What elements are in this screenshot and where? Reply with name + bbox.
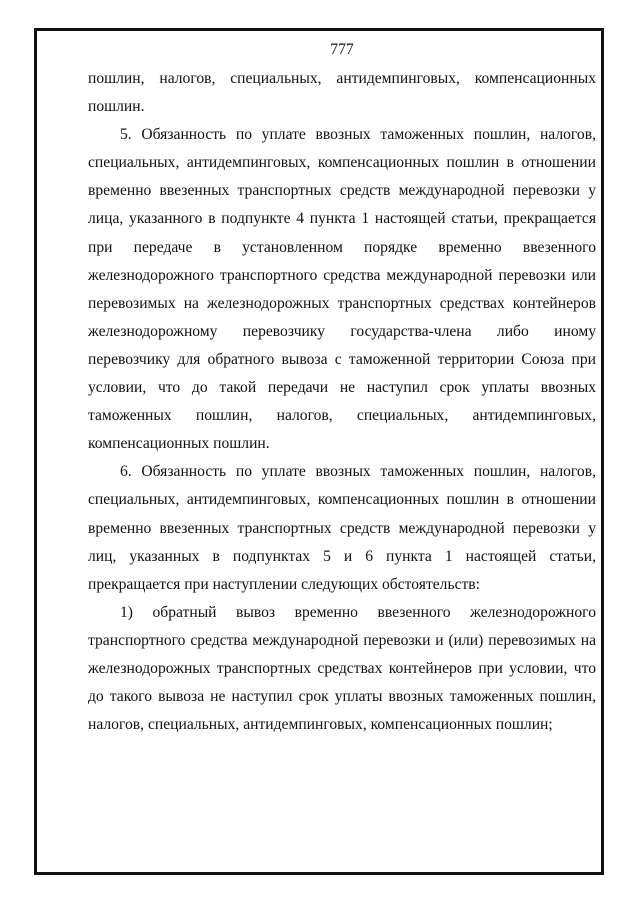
paragraph-continuation: пошлин, налогов, специальных, антидемпинговых, компенсационных пошлин.: [88, 70, 596, 116]
page-number: 777: [330, 41, 354, 58]
paragraph-subitem-1: 1) обратный вывоз временно ввезенного железнодорожного транспортного средства международной перевозки и (или) перевозимых на железнодорожных транспортных средствах контейнеров при условии, что до такого вывоза не наступил срок уплаты ввозных таможенных пошлин, налогов, специальных, антидемпинговых, компенсационных пошлин;: [88, 603, 596, 734]
paragraph-item-6: 6. Обязанность по уплате ввозных таможенных пошлин, налогов, специальных, антидемпинговых, компенсационных пошлин в отношении временно ввезенных транспортных средств международной перевозки у лиц, указанных в подпунктах 5 и 6 пункта 1 настоящей статьи, прекращается при наступлении следующих обстоятельств:: [88, 463, 596, 593]
paragraph-item-5: 5. Обязанность по уплате ввозных таможенных пошлин, налогов, специальных, антидемпинговых, компенсационных пошлин в отношении временно ввезенных транспортных средств международной перевозки у лица, указанного в подпункте 4 пункта 1 настоящей статьи, прекращается при передаче в установленном порядке временно ввезенного железнодорожного транспортного средства международной перевозки или перевозимых на железнодорожных транспортных средствах контейнеров железнодорожному перевозчику государства-члена либо иному перевозчику для обратного вывоза с таможенной территории Союза при условии, что до такой передачи не наступил срок уплаты ввозных таможенных пошлин, налогов, специальных, антидемпинговых, компенсационных пошлин.: [88, 126, 596, 453]
document-body: [88, 36, 596, 739]
